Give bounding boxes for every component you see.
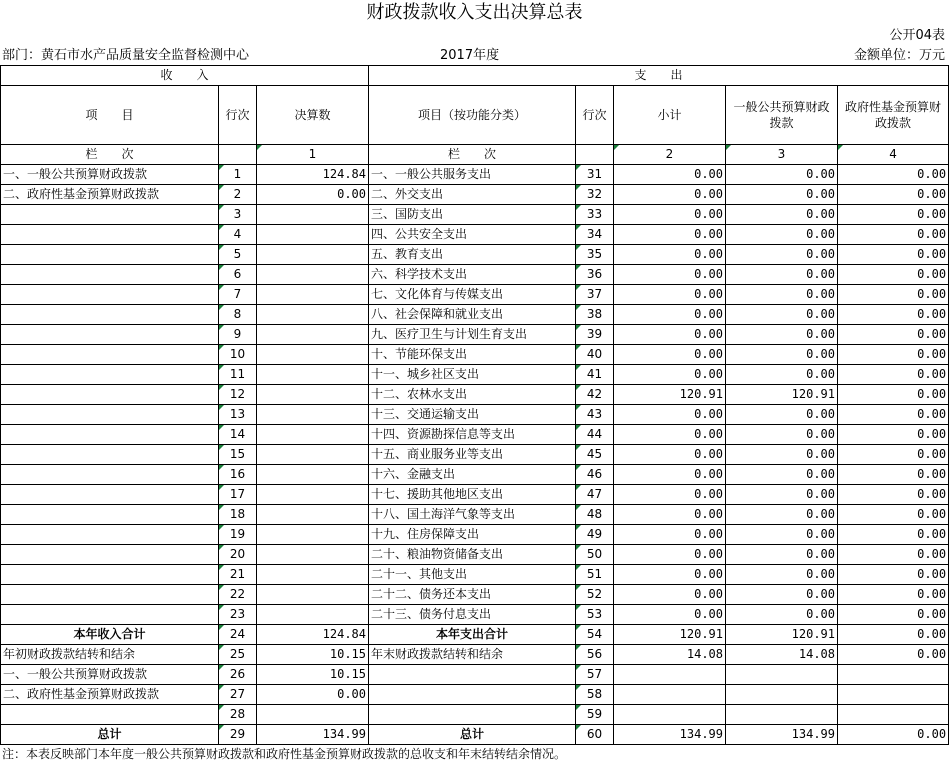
budget-table — [0, 65, 949, 745]
income-item — [1, 485, 219, 505]
expense-line: 37 — [576, 285, 614, 305]
income-amount — [257, 605, 369, 625]
expense-subtotal: 0.00 — [614, 245, 726, 265]
expense-general: 0.00 — [726, 585, 838, 605]
expense-subtotal: 0.00 — [614, 525, 726, 545]
expense-line: 43 — [576, 405, 614, 425]
col-blank-2 — [576, 145, 614, 165]
income-item: 二、政府性基金预算财政拨款 — [1, 685, 219, 705]
table-row — [1, 485, 949, 505]
expense-item — [369, 685, 576, 705]
col-1: 1 — [257, 145, 369, 165]
expense-item: 年末财政拨款结转和结余 — [369, 645, 576, 665]
expense-subtotal: 0.00 — [614, 545, 726, 565]
table-row — [1, 565, 949, 585]
table-row — [1, 165, 949, 185]
carry-row — [1, 705, 949, 725]
income-line: 6 — [219, 265, 257, 285]
expense-line: 39 — [576, 325, 614, 345]
expense-general: 14.08 — [726, 645, 838, 665]
expense-subtotal: 0.00 — [614, 345, 726, 365]
income-item — [1, 285, 219, 305]
expense-item: 十、节能环保支出 — [369, 345, 576, 365]
income-amount — [257, 265, 369, 285]
income-line: 23 — [219, 605, 257, 625]
expense-subtotal: 0.00 — [614, 225, 726, 245]
expense-fund: 0.00 — [838, 465, 949, 485]
expense-fund: 0.00 — [838, 505, 949, 525]
grand-total-income-label: 总计 — [1, 725, 219, 745]
expense-fund: 0.00 — [838, 185, 949, 205]
expense-line: 59 — [576, 705, 614, 725]
expense-general: 0.00 — [726, 405, 838, 425]
income-item — [1, 365, 219, 385]
expense-item — [369, 665, 576, 685]
expense-general: 0.00 — [726, 205, 838, 225]
expense-line: 34 — [576, 225, 614, 245]
expense-line: 45 — [576, 445, 614, 465]
income-line: 21 — [219, 565, 257, 585]
header-fund: 政府性基金预算财政拨款 — [838, 86, 949, 145]
expense-fund: 0.00 — [838, 305, 949, 325]
income-amount — [257, 565, 369, 585]
expense-line: 41 — [576, 365, 614, 385]
expense-subtotal: 0.00 — [614, 465, 726, 485]
expense-item: 三、国防支出 — [369, 205, 576, 225]
col-3: 3 — [726, 145, 838, 165]
table-row — [1, 545, 949, 565]
expense-general: 0.00 — [726, 425, 838, 445]
expense-total-general: 120.91 — [726, 625, 838, 645]
income-amount: 0.00 — [257, 185, 369, 205]
footnote: 注：本表反映部门本年度一般公共预算财政拨款和政府性基金预算财政拨款的总收支和年末结转结余情况。 — [2, 747, 567, 761]
expense-fund: 0.00 — [838, 165, 949, 185]
expense-subtotal: 0.00 — [614, 565, 726, 585]
income-item — [1, 425, 219, 445]
expense-subtotal: 0.00 — [614, 605, 726, 625]
expense-fund: 0.00 — [838, 385, 949, 405]
expense-fund: 0.00 — [838, 425, 949, 445]
expense-fund: 0.00 — [838, 345, 949, 365]
expense-subtotal: 0.00 — [614, 305, 726, 325]
expense-general: 0.00 — [726, 505, 838, 525]
income-item — [1, 325, 219, 345]
expense-general — [726, 665, 838, 685]
income-item: 二、政府性基金预算财政拨款 — [1, 185, 219, 205]
expense-item: 十一、城乡社区支出 — [369, 365, 576, 385]
expense-line: 38 — [576, 305, 614, 325]
expense-total-label: 本年支出合计 — [369, 625, 576, 645]
section-row — [1, 66, 949, 86]
expense-total-fund: 0.00 — [838, 625, 949, 645]
income-item — [1, 605, 219, 625]
income-item: 一、一般公共预算财政拨款 — [1, 665, 219, 685]
income-line: 1 — [219, 165, 257, 185]
income-line: 18 — [219, 505, 257, 525]
expense-line: 44 — [576, 425, 614, 445]
expense-item: 九、医疗卫生与计划生育支出 — [369, 325, 576, 345]
grand-total-general: 134.99 — [726, 725, 838, 745]
expense-fund: 0.00 — [838, 325, 949, 345]
grand-total-subtotal: 134.99 — [614, 725, 726, 745]
table-row — [1, 305, 949, 325]
expense-general — [726, 685, 838, 705]
income-amount — [257, 285, 369, 305]
expense-item: 八、社会保障和就业支出 — [369, 305, 576, 325]
header-general: 一般公共预算财政拨款 — [726, 86, 838, 145]
expense-fund: 0.00 — [838, 245, 949, 265]
expense-general: 0.00 — [726, 305, 838, 325]
income-amount — [257, 205, 369, 225]
expense-line: 33 — [576, 205, 614, 225]
table-row — [1, 285, 949, 305]
table-row — [1, 585, 949, 605]
income-item — [1, 225, 219, 245]
expense-subtotal: 0.00 — [614, 205, 726, 225]
col-4: 4 — [838, 145, 949, 165]
expense-item: 十五、商业服务业等支出 — [369, 445, 576, 465]
table-row — [1, 185, 949, 205]
expense-line: 31 — [576, 165, 614, 185]
expense-subtotal — [614, 665, 726, 685]
expense-line: 32 — [576, 185, 614, 205]
expense-line: 36 — [576, 265, 614, 285]
expense-fund: 0.00 — [838, 225, 949, 245]
income-item — [1, 265, 219, 285]
income-item — [1, 445, 219, 465]
expense-item: 十八、国土海洋气象等支出 — [369, 505, 576, 525]
income-line: 7 — [219, 285, 257, 305]
expense-fund: 0.00 — [838, 565, 949, 585]
expense-subtotal — [614, 685, 726, 705]
income-item — [1, 565, 219, 585]
expense-subtotal — [614, 705, 726, 725]
expense-general: 0.00 — [726, 465, 838, 485]
expense-subtotal: 0.00 — [614, 165, 726, 185]
income-line: 26 — [219, 665, 257, 685]
header-subtotal: 小计 — [614, 86, 726, 145]
income-line: 13 — [219, 405, 257, 425]
table-row — [1, 205, 949, 225]
expense-subtotal: 14.08 — [614, 645, 726, 665]
unit-label: 金额单位：万元 — [853, 48, 945, 63]
report-info — [0, 46, 949, 65]
table-row — [1, 525, 949, 545]
income-line: 16 — [219, 465, 257, 485]
income-line: 17 — [219, 485, 257, 505]
expense-general: 0.00 — [726, 565, 838, 585]
income-total-amount: 124.84 — [257, 625, 369, 645]
expense-fund: 0.00 — [838, 645, 949, 665]
report-title: 财政拨款收入支出决算总表 — [366, 2, 583, 23]
expense-fund: 0.00 — [838, 265, 949, 285]
expense-item: 二十一、其他支出 — [369, 565, 576, 585]
carry-row — [1, 685, 949, 705]
income-amount — [257, 225, 369, 245]
expense-item: 二十、粮油物资储备支出 — [369, 545, 576, 565]
income-amount: 10.15 — [257, 665, 369, 685]
expense-fund: 0.00 — [838, 365, 949, 385]
expense-general: 0.00 — [726, 185, 838, 205]
expense-item: 五、教育支出 — [369, 245, 576, 265]
income-amount — [257, 385, 369, 405]
income-line: 11 — [219, 365, 257, 385]
income-line: 19 — [219, 525, 257, 545]
income-amount: 0.00 — [257, 685, 369, 705]
expense-fund: 0.00 — [838, 285, 949, 305]
expense-line: 48 — [576, 505, 614, 525]
annual-total-row — [1, 625, 949, 645]
expense-fund — [838, 665, 949, 685]
income-amount — [257, 365, 369, 385]
expense-fund — [838, 705, 949, 725]
header-exp-item: 项目（按功能分类） — [369, 86, 576, 145]
section-income: 收 入 — [1, 66, 369, 86]
expense-fund: 0.00 — [838, 445, 949, 465]
income-amount — [257, 425, 369, 445]
table-row — [1, 505, 949, 525]
income-line: 4 — [219, 225, 257, 245]
income-item — [1, 305, 219, 325]
expense-subtotal: 0.00 — [614, 185, 726, 205]
table-row — [1, 345, 949, 365]
table-row — [1, 425, 949, 445]
department-label: 部门：黄石市水产品质量安全监督检测中心 — [2, 48, 250, 63]
expense-fund: 0.00 — [838, 405, 949, 425]
income-line: 9 — [219, 325, 257, 345]
expense-subtotal: 0.00 — [614, 445, 726, 465]
expense-general: 120.91 — [726, 385, 838, 405]
expense-total-line: 54 — [576, 625, 614, 645]
expense-fund: 0.00 — [838, 585, 949, 605]
income-amount — [257, 705, 369, 725]
col-label-2: 栏 次 — [369, 145, 576, 165]
table-row — [1, 325, 949, 345]
income-item: 年初财政拨款结转和结余 — [1, 645, 219, 665]
expense-general: 0.00 — [726, 165, 838, 185]
expense-general: 0.00 — [726, 485, 838, 505]
expense-item: 十二、农林水支出 — [369, 385, 576, 405]
expense-total-subtotal: 120.91 — [614, 625, 726, 645]
col-2: 2 — [614, 145, 726, 165]
income-line: 12 — [219, 385, 257, 405]
income-amount — [257, 545, 369, 565]
table-row — [1, 245, 949, 265]
income-item — [1, 405, 219, 425]
grand-total-income-amount: 134.99 — [257, 725, 369, 745]
income-item — [1, 525, 219, 545]
table-row — [1, 465, 949, 485]
expense-general: 0.00 — [726, 545, 838, 565]
form-code: 公开04表 — [889, 28, 945, 43]
expense-item — [369, 705, 576, 725]
carry-row — [1, 645, 949, 665]
column-number-row — [1, 145, 949, 165]
income-amount — [257, 485, 369, 505]
expense-general: 0.00 — [726, 245, 838, 265]
income-line: 14 — [219, 425, 257, 445]
expense-general: 0.00 — [726, 325, 838, 345]
header-exp-line: 行次 — [576, 86, 614, 145]
expense-subtotal: 0.00 — [614, 265, 726, 285]
section-expense: 支 出 — [369, 66, 949, 86]
grand-total-expense-line: 60 — [576, 725, 614, 745]
expense-subtotal: 0.00 — [614, 285, 726, 305]
expense-item: 二十三、债务付息支出 — [369, 605, 576, 625]
expense-item: 二十二、债务还本支出 — [369, 585, 576, 605]
income-item: 一、一般公共预算财政拨款 — [1, 165, 219, 185]
year-label: 2017年度 — [440, 48, 500, 63]
expense-subtotal: 0.00 — [614, 325, 726, 345]
expense-subtotal: 120.91 — [614, 385, 726, 405]
income-item — [1, 465, 219, 485]
expense-general: 0.00 — [726, 225, 838, 245]
expense-line: 53 — [576, 605, 614, 625]
col-label: 栏 次 — [1, 145, 219, 165]
expense-item: 四、公共安全支出 — [369, 225, 576, 245]
income-line: 8 — [219, 305, 257, 325]
income-amount — [257, 525, 369, 545]
income-item — [1, 345, 219, 365]
expense-line: 47 — [576, 485, 614, 505]
header-amount: 决算数 — [257, 86, 369, 145]
expense-fund: 0.00 — [838, 525, 949, 545]
income-item — [1, 205, 219, 225]
income-line: 20 — [219, 545, 257, 565]
carry-row — [1, 665, 949, 685]
expense-subtotal: 0.00 — [614, 425, 726, 445]
table-row — [1, 225, 949, 245]
income-amount — [257, 305, 369, 325]
grand-total-income-line: 29 — [219, 725, 257, 745]
income-line: 27 — [219, 685, 257, 705]
income-item — [1, 385, 219, 405]
expense-subtotal: 0.00 — [614, 365, 726, 385]
income-item — [1, 245, 219, 265]
table-row — [1, 365, 949, 385]
income-line: 5 — [219, 245, 257, 265]
income-line: 2 — [219, 185, 257, 205]
income-amount: 10.15 — [257, 645, 369, 665]
table-row — [1, 265, 949, 285]
expense-subtotal: 0.00 — [614, 405, 726, 425]
col-blank — [219, 145, 257, 165]
income-amount — [257, 245, 369, 265]
income-amount — [257, 325, 369, 345]
expense-line: 56 — [576, 645, 614, 665]
expense-general: 0.00 — [726, 345, 838, 365]
expense-general: 0.00 — [726, 365, 838, 385]
income-line: 22 — [219, 585, 257, 605]
income-amount — [257, 445, 369, 465]
expense-item: 十三、交通运输支出 — [369, 405, 576, 425]
expense-item: 十九、住房保障支出 — [369, 525, 576, 545]
income-amount — [257, 345, 369, 365]
income-item — [1, 585, 219, 605]
expense-general: 0.00 — [726, 445, 838, 465]
table-row — [1, 385, 949, 405]
income-line: 15 — [219, 445, 257, 465]
expense-fund: 0.00 — [838, 205, 949, 225]
expense-fund: 0.00 — [838, 485, 949, 505]
expense-item: 二、外交支出 — [369, 185, 576, 205]
income-total-line: 24 — [219, 625, 257, 645]
income-amount — [257, 465, 369, 485]
income-item — [1, 505, 219, 525]
income-line: 28 — [219, 705, 257, 725]
expense-line: 51 — [576, 565, 614, 585]
expense-item: 十四、资源勘探信息等支出 — [369, 425, 576, 445]
expense-fund — [838, 685, 949, 705]
expense-item: 六、科学技术支出 — [369, 265, 576, 285]
expense-subtotal: 0.00 — [614, 505, 726, 525]
expense-line: 57 — [576, 665, 614, 685]
income-amount — [257, 505, 369, 525]
expense-line: 50 — [576, 545, 614, 565]
grand-total-expense-label: 总计 — [369, 725, 576, 745]
expense-item: 十七、援助其他地区支出 — [369, 485, 576, 505]
income-item — [1, 545, 219, 565]
expense-item: 十六、金融支出 — [369, 465, 576, 485]
expense-general: 0.00 — [726, 265, 838, 285]
expense-fund: 0.00 — [838, 545, 949, 565]
table-row — [1, 445, 949, 465]
expense-line: 52 — [576, 585, 614, 605]
income-line: 10 — [219, 345, 257, 365]
expense-fund: 0.00 — [838, 605, 949, 625]
expense-general — [726, 705, 838, 725]
income-line: 3 — [219, 205, 257, 225]
header-row — [1, 86, 949, 145]
expense-item: 一、一般公共服务支出 — [369, 165, 576, 185]
income-line: 25 — [219, 645, 257, 665]
income-total-label: 本年收入合计 — [1, 625, 219, 645]
expense-line: 58 — [576, 685, 614, 705]
grand-total-fund: 0.00 — [838, 725, 949, 745]
expense-line: 49 — [576, 525, 614, 545]
expense-item: 七、文化体育与传媒支出 — [369, 285, 576, 305]
expense-subtotal: 0.00 — [614, 585, 726, 605]
expense-subtotal: 0.00 — [614, 485, 726, 505]
income-amount — [257, 405, 369, 425]
grand-total-row — [1, 725, 949, 745]
expense-general: 0.00 — [726, 605, 838, 625]
expense-line: 40 — [576, 345, 614, 365]
expense-general: 0.00 — [726, 525, 838, 545]
expense-line: 42 — [576, 385, 614, 405]
expense-line: 46 — [576, 465, 614, 485]
income-amount — [257, 585, 369, 605]
header-line: 行次 — [219, 86, 257, 145]
table-row — [1, 605, 949, 625]
income-item — [1, 705, 219, 725]
table-row — [1, 405, 949, 425]
income-amount: 124.84 — [257, 165, 369, 185]
expense-general: 0.00 — [726, 285, 838, 305]
expense-line: 35 — [576, 245, 614, 265]
header-item: 项 目 — [1, 86, 219, 145]
